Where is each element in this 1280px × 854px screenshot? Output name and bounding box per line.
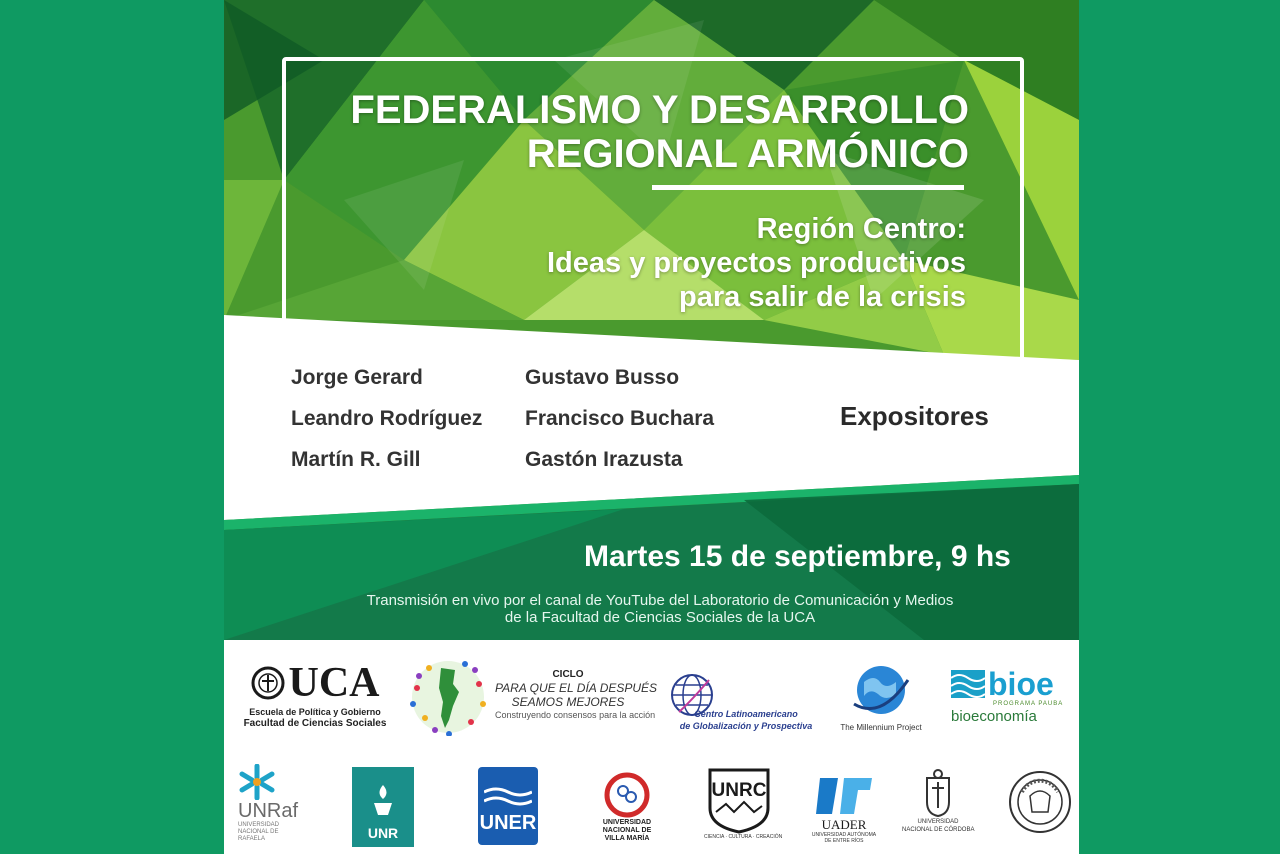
bioe-sub: bioeconomía: [951, 708, 1037, 725]
uca-logo: [240, 660, 390, 730]
speaker-name: Gastón Irazusta: [525, 448, 683, 471]
bioe-logo: [951, 668, 1071, 730]
uader-letters-icon: [814, 774, 874, 818]
event-date: Martes 15 de septiembre, 9 hs: [584, 540, 1011, 573]
stream-line: Transmisión en vivo por el canal de YouTube del Laboratorio de Comunicación y Medios: [366, 592, 954, 609]
clgp-line: de Globalización y Prospectiva: [679, 721, 813, 731]
unrc-line: CIENCIA · CULTURA · CREACIÓN: [704, 834, 783, 840]
ciclo-tagline: Construyendo consensos para la acción: [495, 710, 656, 720]
uader-line: DE ENTRE RÍOS: [824, 838, 864, 844]
uner-waves-icon: [484, 786, 532, 806]
stream-line: de la Facultad de Ciencias Sociales de la UCA: [504, 609, 816, 626]
unc-line: NACIONAL DE CÓRDOBA: [902, 827, 975, 833]
subtitle-line: Ideas y proyectos productivos: [546, 247, 966, 279]
unr-logo: [352, 767, 414, 847]
bioe-program: PROGRAMA PAUBA: [993, 701, 1064, 707]
uader-line: UNIVERSIDAD AUTÓNOMA: [811, 832, 877, 838]
uca-line: Facultad de Ciencias Sociales: [243, 718, 387, 729]
unvm-line: UNIVERSIDAD: [602, 819, 652, 826]
millennium-logo: [836, 660, 926, 740]
title-underline: [652, 185, 964, 190]
unc-crest-icon: [923, 768, 953, 818]
unc-line: UNIVERSIDAD: [917, 819, 959, 825]
uner-wordmark: UNER: [479, 812, 537, 834]
unvm-line: NACIONAL DE: [602, 827, 652, 834]
uner-logo: [478, 767, 538, 845]
uader-wordmark: UADER: [821, 817, 867, 832]
unvm-line: VILLA MARÍA: [604, 835, 650, 842]
uca-seal-icon: [251, 666, 285, 700]
unr-wordmark: UNR: [367, 825, 399, 841]
uca-wordmark: UCA: [288, 660, 380, 706]
event-subtitle: [547, 212, 966, 314]
uader-logo: [806, 774, 882, 844]
unraf-line: RAFAELA: [238, 836, 266, 842]
ciclo-line: SEAMOS MEJORES: [511, 695, 625, 709]
unraf-line: NACIONAL DE: [238, 829, 279, 835]
unvm-logo: [592, 771, 662, 843]
globe-swoosh-icon: [850, 660, 912, 722]
speaker-name: Francisco Buchara: [525, 407, 715, 430]
ciclo-line: PARA QUE EL DÍA DESPUÉS: [495, 681, 658, 695]
speaker-name: Leandro Rodríguez: [291, 407, 483, 430]
unraf-line: UNIVERSIDAD: [238, 822, 280, 828]
event-poster: [224, 0, 1079, 854]
uca-line: Escuela de Política y Gobierno: [249, 707, 381, 717]
unrc-logo: [704, 768, 783, 841]
speakers-label: Expositores: [840, 401, 989, 431]
millennium-caption: The Millennium Project: [840, 723, 922, 732]
speaker-name: Gustavo Busso: [525, 366, 680, 389]
speaker-name: Jorge Gerard: [291, 366, 423, 389]
unraf-logo: [238, 764, 310, 843]
stream-info: [274, 592, 1046, 626]
unvm-circle-icon: [603, 771, 651, 819]
speaker-list: [291, 363, 759, 474]
unraf-wordmark: UNRaf: [238, 800, 299, 822]
unl-logo: [1008, 768, 1072, 836]
clgp-line: Centro Latinoamericano: [694, 709, 798, 719]
event-title: [350, 88, 969, 176]
clgp-logo: [669, 670, 819, 734]
ciclo-heading: CICLO: [552, 669, 584, 680]
bioe-waves-icon: [951, 670, 985, 698]
subtitle-line: para salir de la crisis: [679, 281, 966, 313]
unc-logo: [902, 768, 974, 834]
unr-lamp-icon: [368, 783, 398, 819]
title-line: FEDERALISMO Y DESARROLLO: [350, 88, 969, 132]
title-line: REGIONAL ARMÓNICO: [526, 132, 969, 176]
bioe-wordmark: bioe: [988, 666, 1054, 702]
speaker-name: Martín R. Gill: [291, 448, 421, 471]
unrc-wordmark: UNRC: [711, 780, 767, 801]
subtitle-line: Región Centro:: [756, 213, 966, 245]
argentina-map-network-icon: [409, 658, 487, 736]
ciclo-logo: [409, 658, 658, 740]
unraf-star-icon: [238, 764, 276, 800]
round-seal-icon: [1008, 768, 1072, 836]
